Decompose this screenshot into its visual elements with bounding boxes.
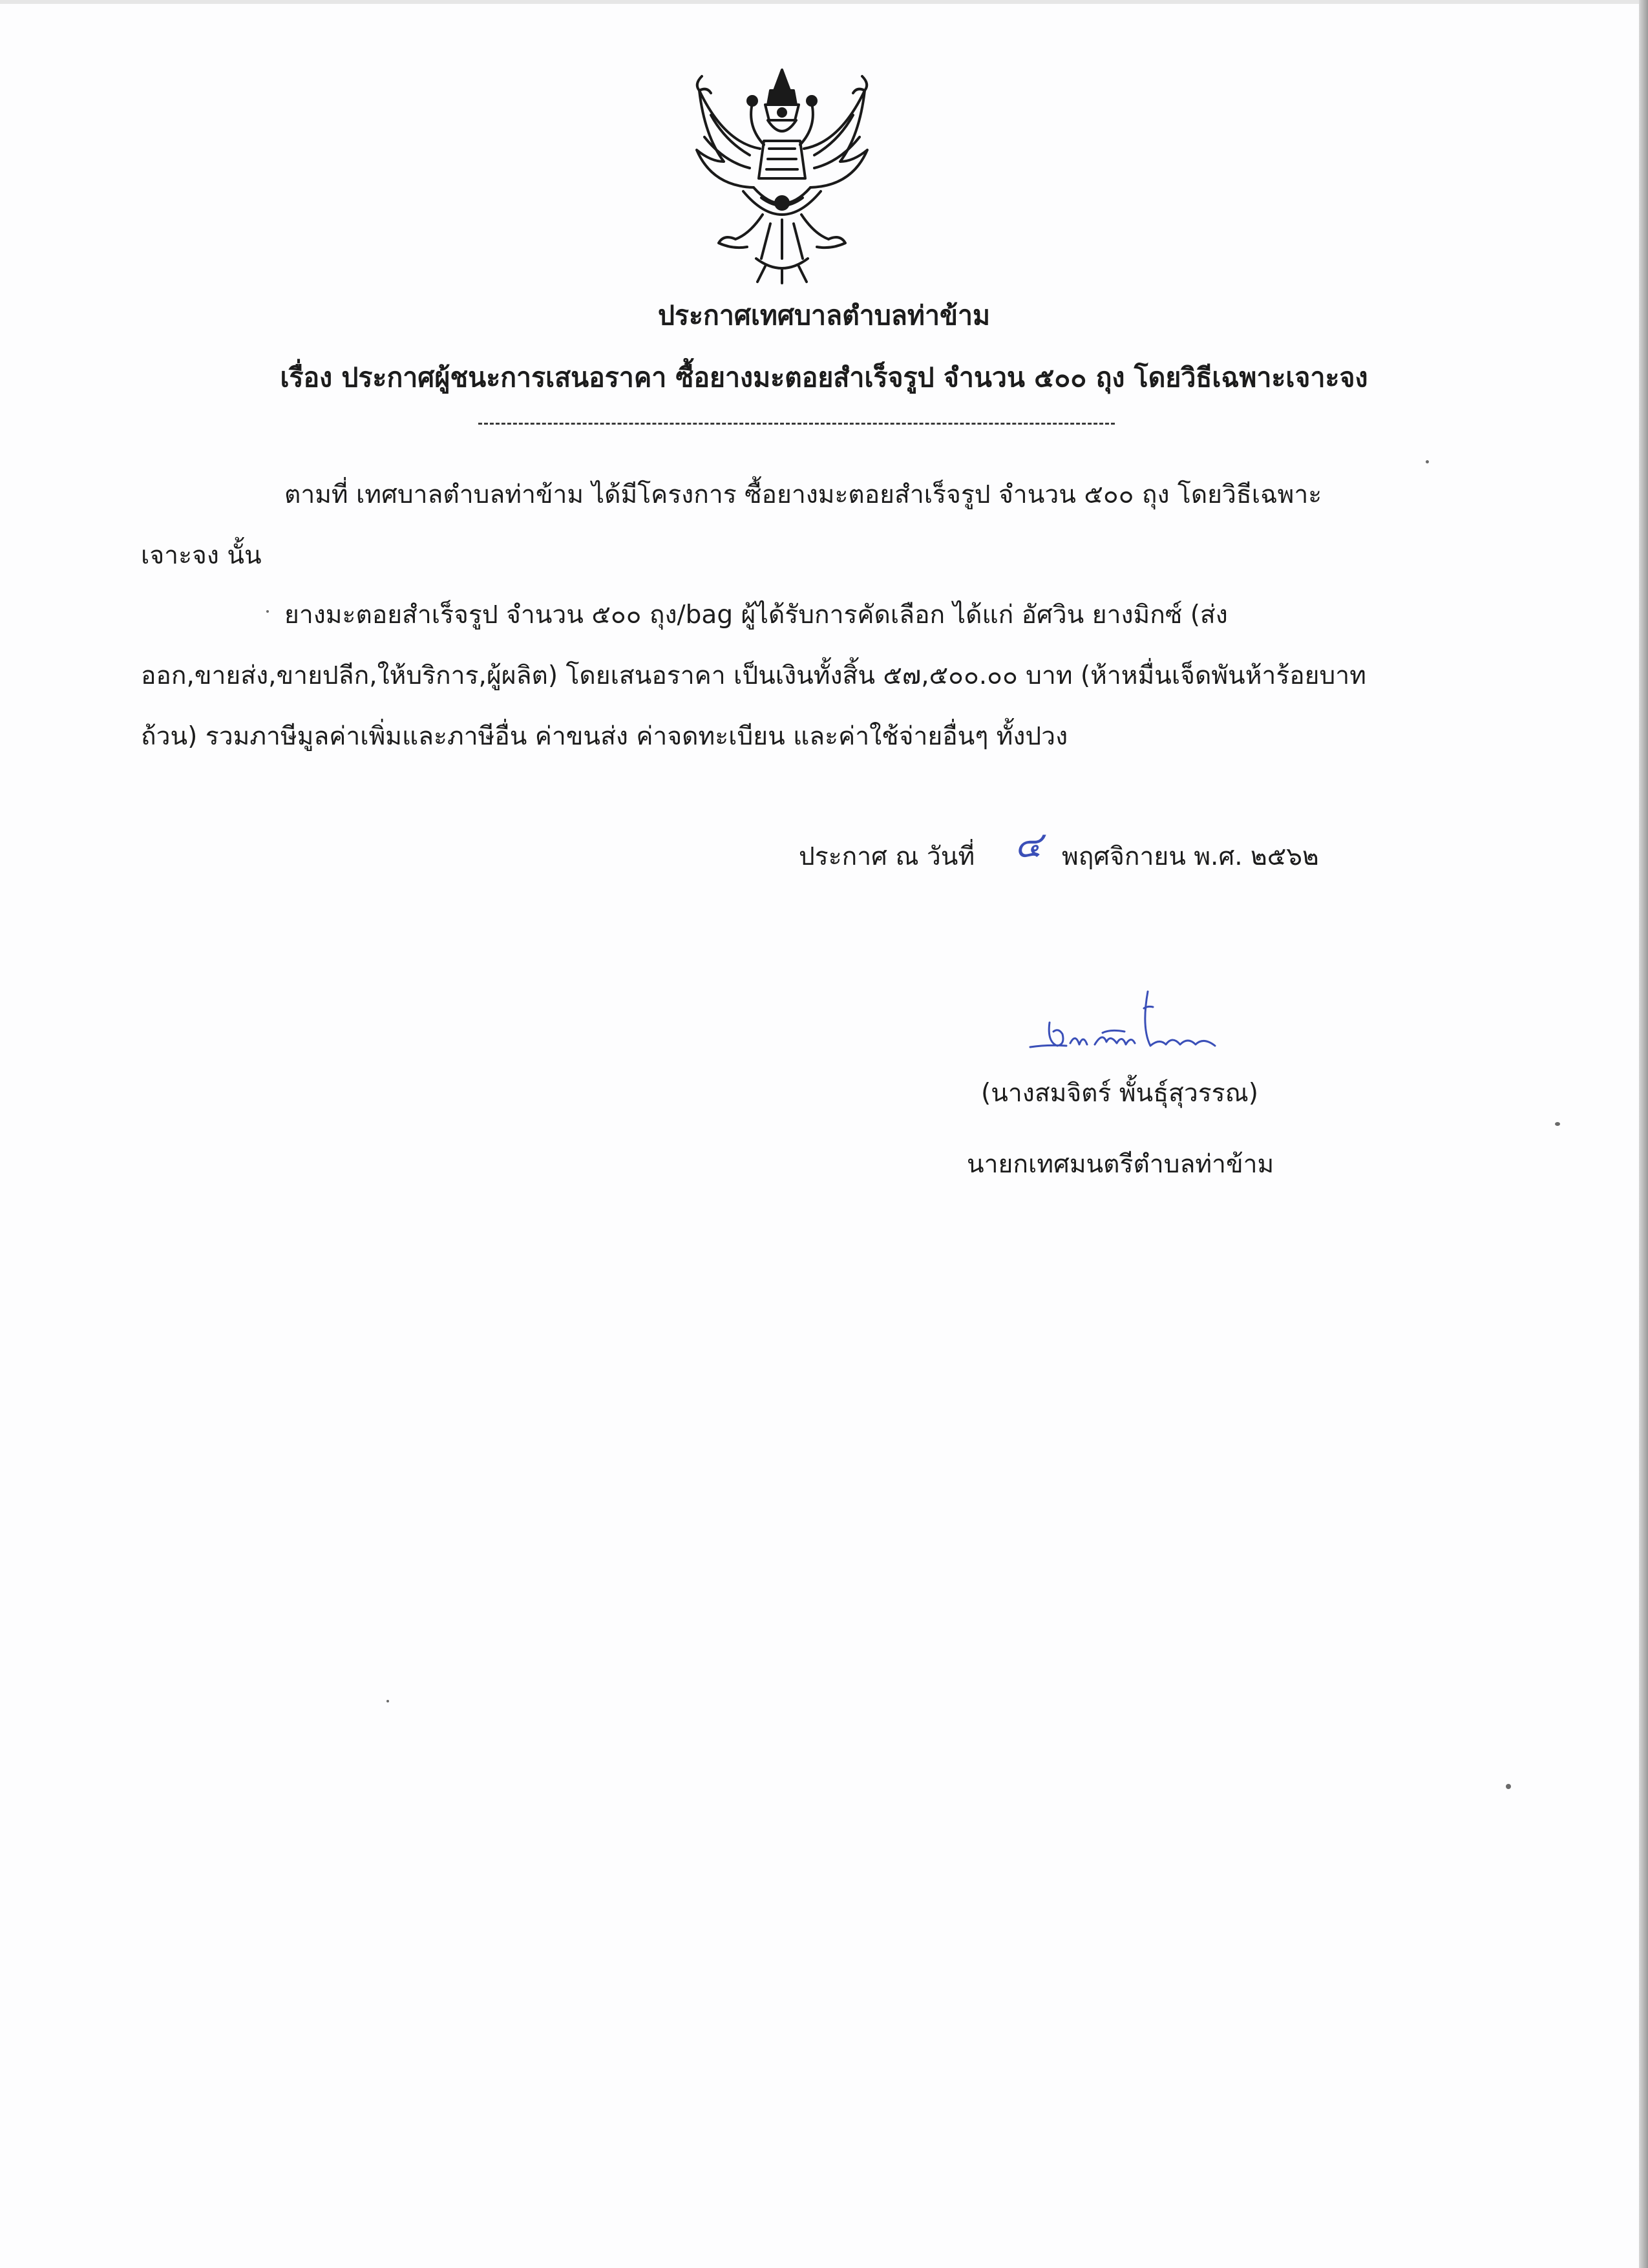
date-day-handwritten: ๔ — [1015, 824, 1042, 866]
paragraph-1-line-2: เจาะจง นั้น — [141, 541, 262, 570]
date-prefix: ประกาศ ณ วันที่ — [799, 842, 975, 871]
paragraph-2-line-1: ยางมะตอยสำเร็จรูป จำนวน ๕๐๐ ถุง/bag ผู้ได้รับการคัดเลือก ได้แก่ อัศวิน ยางมิกซ์ (ส่ง — [284, 600, 1228, 630]
scan-speck — [266, 610, 269, 613]
scan-speck — [1506, 1784, 1511, 1789]
scan-speck — [1555, 1122, 1560, 1126]
title-separator — [478, 423, 1115, 425]
signatory-position: นายกเทศมนตรีตำบลท่าข้าม — [967, 1150, 1274, 1179]
announcement-subject: เรื่อง ประกาศผู้ชนะการเสนอราคา ซื้อยางมะตอยสำเร็จรูป จำนวน ๕๐๐ ถุง โดยวิธีเฉพาะเจาะจง — [280, 362, 1368, 393]
scan-speck — [386, 1700, 389, 1702]
handwritten-signature — [1028, 982, 1247, 1073]
paragraph-1-line-1: ตามที่ เทศบาลตำบลท่าข้าม ได้มีโครงการ ซื้อยางมะตอยสำเร็จรูป จำนวน ๕๐๐ ถุง โดยวิธีเฉพาะ — [284, 480, 1322, 509]
signatory-name: (นางสมจิตร์ พั้นธุ์สุวรรณ) — [981, 1079, 1259, 1108]
scan-speck — [1426, 460, 1429, 463]
announcement-date — [799, 836, 1319, 876]
garuda-emblem-icon — [685, 65, 879, 284]
scan-edge-top — [0, 0, 1648, 4]
paragraph-2-line-3: ถ้วน) รวมภาษีมูลค่าเพิ่มและภาษีอื่น ค่าขนส่ง ค่าจดทะเบียน และค่าใช้จ่ายอื่นๆ ทั้งปวง — [141, 722, 1068, 751]
date-rest: พฤศจิกายน พ.ศ. ๒๕๖๒ — [1061, 842, 1319, 871]
paragraph-2-line-2: ออก,ขายส่ง,ขายปลีก,ให้บริการ,ผู้ผลิต) โดยเสนอราคา เป็นเงินทั้งสิ้น ๕๗,๕๐๐.๐๐ บาท (ห้าหมื่นเจ็ดพันห้าร้อยบาท — [141, 661, 1366, 690]
announcement-title: ประกาศเทศบาลตำบลท่าข้าม — [657, 300, 991, 331]
scan-edge-right — [1639, 0, 1648, 2268]
